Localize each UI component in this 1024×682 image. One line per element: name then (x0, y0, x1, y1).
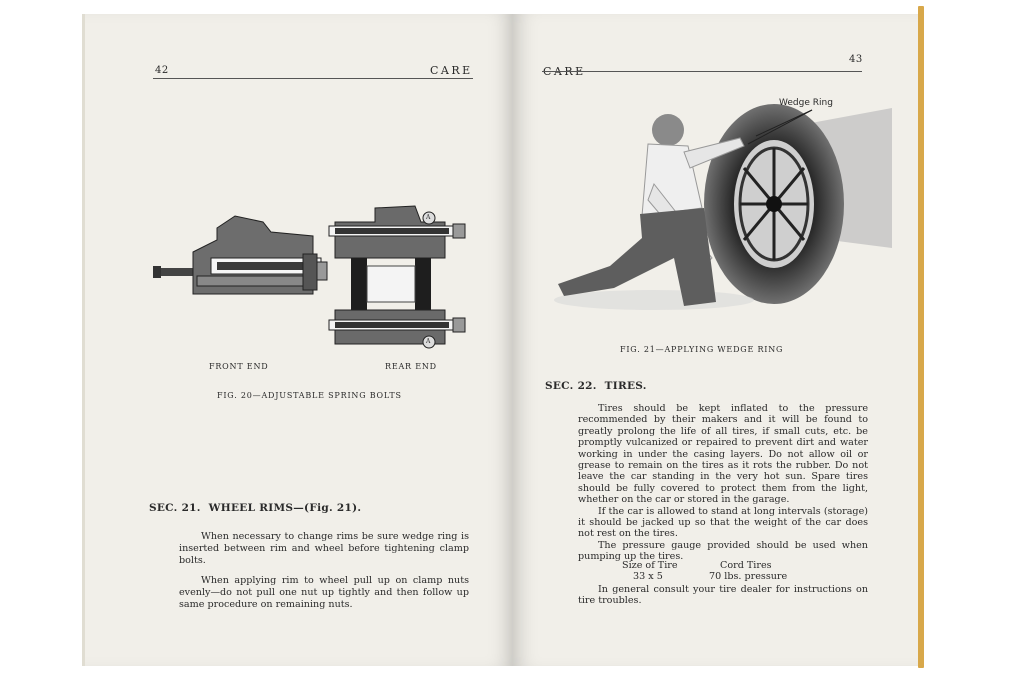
figure-21-caption: FIG. 21—APPLYING WEDGE RING (620, 345, 784, 354)
wedge-ring-callout: Wedge Ring (779, 98, 833, 108)
figure-20-caption: FIG. 20—ADJUSTABLE SPRING BOLTS (217, 391, 402, 400)
tire-size-header: Size of Tire (622, 560, 678, 571)
right-page (512, 14, 922, 666)
man-head (652, 114, 684, 146)
section-21-paragraph: When necessary to change rims be sure wedge ring is inserted between rim and wheel before tightening clamp bolts. (179, 531, 469, 567)
right-running-head: CARE (543, 65, 586, 78)
section-22-heading: SEC. 22. TIRES. (545, 380, 647, 392)
wedge-ring-photo (544, 88, 892, 346)
section-22-paragraph: If the car is allowed to stand at long intervals (storage) it should be jacked up so that the weight of the car does not rest on the tires. (578, 505, 868, 540)
section-22-body (578, 403, 868, 563)
section-22-paragraph: The pressure gauge provided should be used when pumping up the tires. (578, 539, 868, 563)
spring-bolt-figure (153, 182, 473, 358)
cord-tires-header: Cord Tires (720, 560, 772, 571)
left-header-rule (153, 78, 473, 79)
closing-paragraph: In general consult your tire dealer for instructions on tire troubles. (578, 584, 868, 607)
front-end-label: FRONT END (209, 362, 269, 371)
marker-a-bottom: A (426, 338, 432, 345)
rear-end-label: REAR END (385, 362, 437, 371)
section-21-body (179, 531, 469, 612)
right-header-rule (542, 71, 862, 72)
open-book (82, 14, 920, 669)
front-end-drawing (153, 216, 327, 294)
tire-pressure-table (578, 560, 868, 584)
left-running-head: CARE (430, 64, 473, 77)
left-page (82, 14, 515, 666)
callout-pointer (742, 108, 822, 148)
tire-size-value: 33 x 5 (633, 571, 663, 582)
closing-paragraph-block (578, 584, 868, 607)
tire-pressure-value: 70 lbs. pressure (709, 571, 788, 582)
section-21-heading: SEC. 21. WHEEL RIMS—(Fig. 21). (149, 502, 362, 514)
right-page-number: 43 (849, 54, 863, 65)
left-page-number: 42 (155, 65, 169, 76)
section-22-paragraph: Tires should be kept inflated to the pressure recommended by their makers and it will be found to greatly prolong the life of all tires, if small cuts, etc. be promptly vulcanized or repaired to prevent dirt and water working in under the casing layers. Do not allow oil or grease to remain on the tires as it rots the rubber. Do not leave the car standing in the very hot sun. Spare tires should be fully covered to protect them from the light, whether on the car or stored in the garage. (578, 403, 868, 506)
section-21-paragraph: When applying rim to wheel pull up on clamp nuts evenly—do not pull one nut up tightly and then follow up same procedure on remaining nuts. (179, 575, 469, 611)
page-edge-stack (918, 6, 924, 668)
marker-a-top: A (426, 214, 432, 221)
rear-end-drawing (329, 206, 465, 348)
